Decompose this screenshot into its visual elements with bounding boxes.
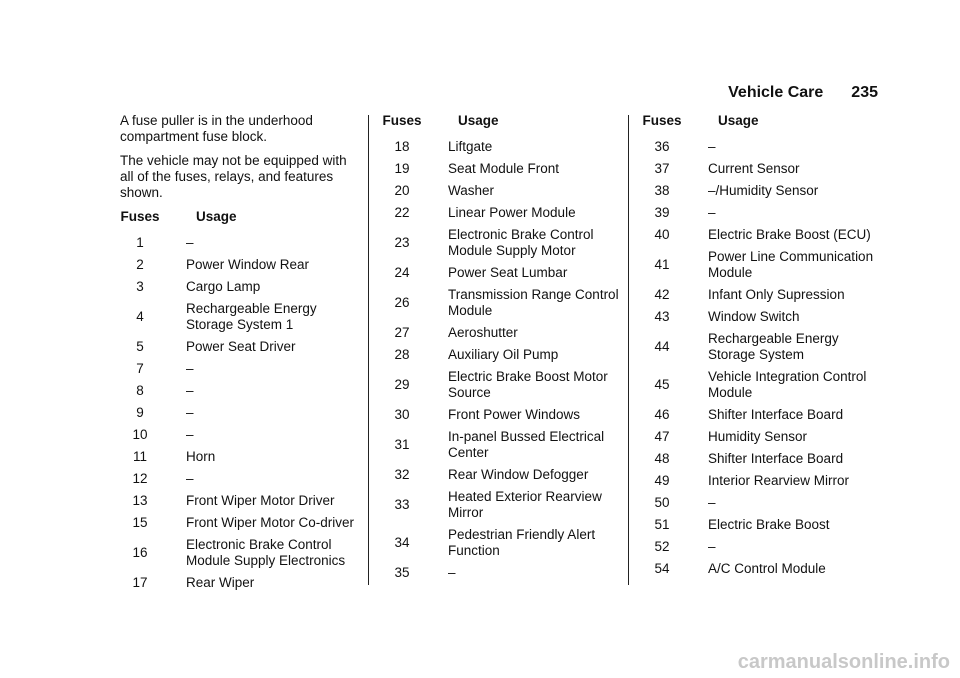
fuse-number: 51 xyxy=(654,517,670,532)
table-header-row xyxy=(642,113,882,139)
table-row xyxy=(382,565,622,587)
fuse-number: 15 xyxy=(132,515,148,530)
fuse-usage: Rear Wiper xyxy=(186,575,255,590)
intro-paragraph: A fuse puller is in the underhood compartment fuse block. xyxy=(120,113,313,144)
fuse-usage: Rear Window Defogger xyxy=(448,467,589,482)
fuse-usage: Shifter Interface Board xyxy=(708,407,844,422)
fuse-number: 35 xyxy=(394,565,410,580)
fuse-number: 45 xyxy=(654,377,670,392)
table-row xyxy=(120,575,360,597)
table-row xyxy=(382,325,622,347)
fuse-number: 1 xyxy=(136,235,144,250)
table-row xyxy=(642,407,882,429)
fuse-usage: Linear Power Module xyxy=(448,205,576,220)
fuse-number: 10 xyxy=(132,427,148,442)
fuse-number: 18 xyxy=(394,139,410,154)
fuse-number: 19 xyxy=(394,161,410,176)
table-row xyxy=(642,369,882,407)
table-row xyxy=(382,429,622,467)
column-1 xyxy=(120,113,360,597)
fuse-usage: –/Humidity Sensor xyxy=(708,183,819,198)
table-row xyxy=(642,539,882,561)
fuse-usage: Electronic Brake Control Module Supply Motor xyxy=(448,227,594,258)
fuse-number: 40 xyxy=(654,227,670,242)
fuse-number: 39 xyxy=(654,205,670,220)
fuse-number: 54 xyxy=(654,561,670,576)
table-row xyxy=(642,249,882,287)
fuse-number: 8 xyxy=(136,383,144,398)
fuse-usage: – xyxy=(186,405,194,420)
fuse-usage: Cargo Lamp xyxy=(186,279,261,294)
fuse-number: 37 xyxy=(654,161,670,176)
table-row xyxy=(642,561,882,583)
table-row xyxy=(382,265,622,287)
table-row xyxy=(120,235,360,257)
fuse-usage: Power Seat Driver xyxy=(186,339,296,354)
fuse-number: 27 xyxy=(394,325,410,340)
table-row xyxy=(642,287,882,309)
fuse-usage: Front Power Windows xyxy=(448,407,581,422)
fuse-usage: Horn xyxy=(186,449,216,464)
table-row xyxy=(382,347,622,369)
table-row xyxy=(120,383,360,405)
table-row xyxy=(120,493,360,515)
table-row xyxy=(382,205,622,227)
table-row xyxy=(642,429,882,451)
fuses-header: Fuses xyxy=(642,113,682,128)
fuse-number: 34 xyxy=(394,535,410,550)
table-row xyxy=(642,161,882,183)
column-divider xyxy=(628,115,629,585)
fuse-usage: Power Window Rear xyxy=(186,257,310,272)
fuse-usage: Transmission Range Control Module xyxy=(448,287,619,318)
fuse-number: 50 xyxy=(654,495,670,510)
fuse-usage: Pedestrian Friendly Alert Function xyxy=(448,527,596,558)
table-row xyxy=(382,489,622,527)
fuse-number: 47 xyxy=(654,429,670,444)
fuse-number: 20 xyxy=(394,183,410,198)
table-row xyxy=(120,257,360,279)
fuse-usage: – xyxy=(448,565,456,580)
fuse-number: 48 xyxy=(654,451,670,466)
fuse-usage: Infant Only Supression xyxy=(708,287,845,302)
fuse-usage: Electric Brake Boost Motor Source xyxy=(448,369,608,400)
fuse-usage: – xyxy=(708,539,716,554)
table-row xyxy=(382,527,622,565)
fuse-number: 42 xyxy=(654,287,670,302)
fuse-number: 33 xyxy=(394,497,410,512)
fuse-usage: Electric Brake Boost xyxy=(708,517,830,532)
fuse-usage: Vehicle Integration Control Module xyxy=(708,369,867,400)
column-2 xyxy=(382,113,622,587)
intro-text xyxy=(120,113,360,201)
table-row xyxy=(120,449,360,471)
table-row xyxy=(120,301,360,339)
column-3 xyxy=(642,113,882,583)
fuse-usage: Front Wiper Motor Co-driver xyxy=(186,515,355,530)
fuse-number: 3 xyxy=(136,279,144,294)
fuse-number: 22 xyxy=(394,205,410,220)
page-header xyxy=(728,84,878,102)
table-row xyxy=(120,537,360,575)
fuse-number: 44 xyxy=(654,339,670,354)
fuse-usage: Current Sensor xyxy=(708,161,800,176)
table-row xyxy=(382,407,622,429)
page-number: 235 xyxy=(851,84,878,101)
fuse-usage: – xyxy=(186,427,194,442)
table-row xyxy=(382,287,622,325)
table-row xyxy=(382,183,622,205)
table-row xyxy=(120,427,360,449)
table-header-row xyxy=(382,113,622,139)
table-row xyxy=(642,451,882,473)
fuse-number: 36 xyxy=(654,139,670,154)
fuse-number: 17 xyxy=(132,575,148,590)
fuse-usage: Shifter Interface Board xyxy=(708,451,844,466)
fuse-usage: – xyxy=(186,235,194,250)
table-row xyxy=(642,227,882,249)
fuse-number: 49 xyxy=(654,473,670,488)
fuse-number: 46 xyxy=(654,407,670,422)
fuse-usage: Aeroshutter xyxy=(448,325,518,340)
table-row xyxy=(642,473,882,495)
fuse-number: 2 xyxy=(136,257,144,272)
table-row xyxy=(642,309,882,331)
intro-paragraph: The vehicle may not be equipped with all of the fuses, relays, and features shown. xyxy=(120,153,347,200)
watermark: carmanualsonline.info xyxy=(737,651,950,673)
fuse-number: 11 xyxy=(132,449,147,464)
fuse-number: 26 xyxy=(394,295,410,310)
fuse-usage: Rechargeable Energy Storage System xyxy=(708,331,839,362)
fuse-number: 30 xyxy=(394,407,410,422)
fuse-number: 52 xyxy=(654,539,670,554)
fuse-number: 5 xyxy=(136,339,144,354)
table-row xyxy=(120,471,360,493)
fuse-usage: – xyxy=(708,495,716,510)
fuse-usage: Power Line Communication Module xyxy=(708,249,874,280)
fuse-number: 16 xyxy=(132,545,148,560)
fuse-usage: – xyxy=(708,205,716,220)
fuse-usage: Seat Module Front xyxy=(448,161,560,176)
column-divider xyxy=(368,115,369,585)
fuse-table xyxy=(120,209,360,597)
fuse-number: 41 xyxy=(654,257,670,272)
table-row xyxy=(642,205,882,227)
fuse-usage: Washer xyxy=(448,183,495,198)
table-row xyxy=(382,139,622,161)
fuse-table xyxy=(642,113,882,583)
fuse-number: 32 xyxy=(394,467,410,482)
usage-header: Usage xyxy=(718,113,759,128)
fuse-number: 43 xyxy=(654,309,670,324)
table-row xyxy=(120,339,360,361)
fuse-usage: Interior Rearview Mirror xyxy=(708,473,850,488)
fuse-usage: – xyxy=(708,139,716,154)
section-title: Vehicle Care xyxy=(728,84,824,101)
table-row xyxy=(642,495,882,517)
fuse-usage: Rechargeable Energy Storage System 1 xyxy=(186,301,317,332)
table-row xyxy=(642,331,882,369)
fuse-usage: A/C Control Module xyxy=(708,561,826,576)
fuse-usage: Electronic Brake Control Module Supply Electronics xyxy=(186,537,346,568)
fuse-number: 38 xyxy=(654,183,670,198)
fuse-number: 24 xyxy=(394,265,410,280)
fuse-usage: Window Switch xyxy=(708,309,800,324)
usage-header: Usage xyxy=(458,113,499,128)
fuse-number: 13 xyxy=(132,493,148,508)
table-header-row xyxy=(120,209,360,235)
fuse-number: 12 xyxy=(132,471,148,486)
table-row xyxy=(382,227,622,265)
fuse-number: 4 xyxy=(136,309,144,324)
fuse-usage: Humidity Sensor xyxy=(708,429,808,444)
fuse-usage: – xyxy=(186,471,194,486)
fuse-usage: Power Seat Lumbar xyxy=(448,265,568,280)
fuse-number: 29 xyxy=(394,377,410,392)
usage-header: Usage xyxy=(196,209,237,224)
fuse-usage: In-panel Bussed Electrical Center xyxy=(448,429,605,460)
fuse-usage: Liftgate xyxy=(448,139,493,154)
fuse-number: 23 xyxy=(394,235,410,250)
table-row xyxy=(120,361,360,383)
fuses-header: Fuses xyxy=(382,113,422,128)
fuse-number: 28 xyxy=(394,347,410,362)
fuse-usage: – xyxy=(186,383,194,398)
fuse-usage: Front Wiper Motor Driver xyxy=(186,493,335,508)
fuse-usage: Electric Brake Boost (ECU) xyxy=(708,227,871,242)
table-row xyxy=(642,517,882,539)
fuses-header: Fuses xyxy=(120,209,160,224)
fuse-usage: – xyxy=(186,361,194,376)
fuse-number: 31 xyxy=(394,437,410,452)
table-row xyxy=(382,467,622,489)
fuse-usage: Heated Exterior Rearview Mirror xyxy=(448,489,602,520)
table-row xyxy=(120,405,360,427)
table-row xyxy=(120,515,360,537)
table-row xyxy=(382,369,622,407)
table-row xyxy=(120,279,360,301)
table-row xyxy=(642,183,882,205)
fuse-number: 9 xyxy=(136,405,144,420)
table-row xyxy=(642,139,882,161)
table-row xyxy=(382,161,622,183)
fuse-number: 7 xyxy=(136,361,144,376)
fuse-usage: Auxiliary Oil Pump xyxy=(448,347,559,362)
fuse-table xyxy=(382,113,622,587)
